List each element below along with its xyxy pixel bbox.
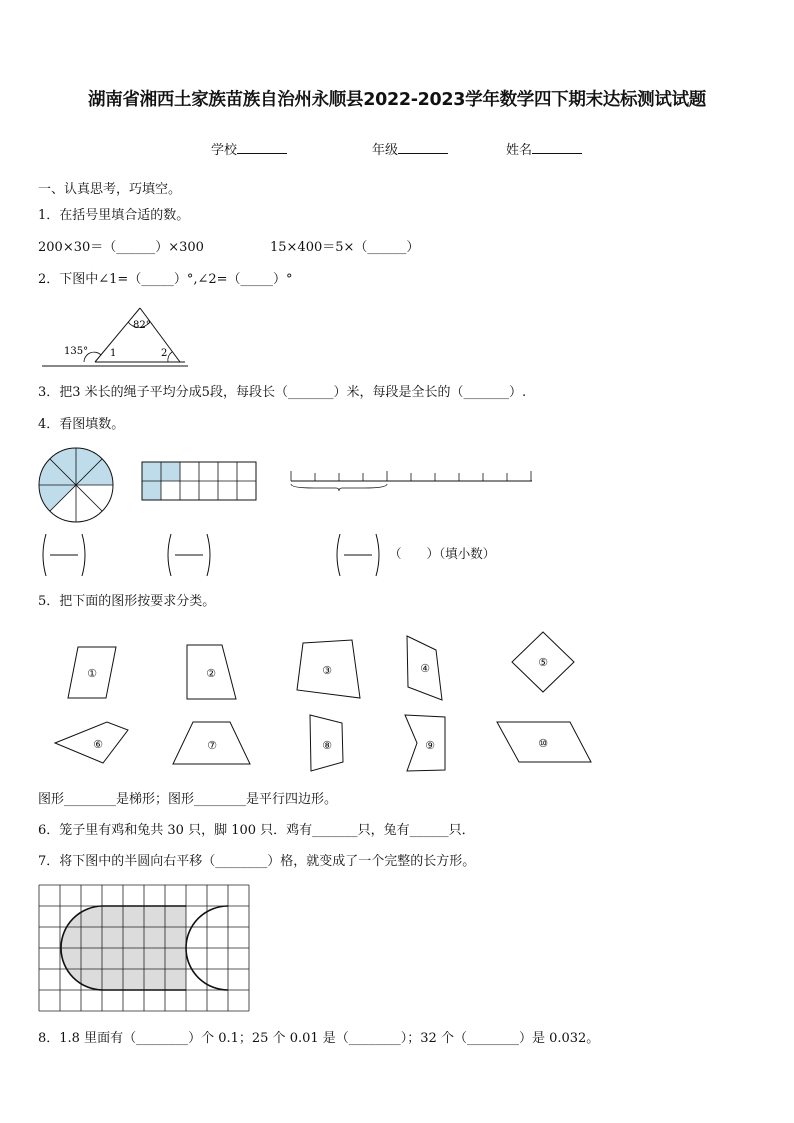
school-label: 学校 (211, 143, 238, 158)
angle-1-label: 1 (110, 348, 117, 359)
name-field[interactable] (506, 141, 582, 159)
q8-text[interactable]: 8．1.8 里面有（________）个 0.1；25 个 0.01 是（________）；32 个（________）是 0.032。 (38, 1031, 600, 1046)
shape-9-label: ⑨ (425, 739, 435, 752)
shape-4-label: ④ (420, 662, 430, 675)
fraction-answer-2[interactable] (163, 532, 215, 578)
school-field[interactable] (211, 141, 287, 159)
decimal-answer[interactable]: （ ）（填小数） (389, 546, 496, 561)
shape-10-label: ⑩ (538, 737, 548, 750)
shape-5-label: ⑤ (538, 656, 548, 669)
fraction-grid (141, 461, 259, 503)
q6-text[interactable]: 6．笼子里有鸡和兔共 30 只，脚 100 只．鸡有_______只，兔有______只． (38, 823, 475, 838)
q1-left-blank[interactable]: 200×30＝（______）×300 (38, 240, 204, 255)
fraction-answer-3[interactable] (332, 532, 384, 578)
shape-2-label: ② (206, 667, 216, 680)
section-heading: 一、认真思考，巧填空。 (38, 182, 182, 197)
grade-field[interactable] (372, 141, 448, 159)
shape-6-label: ⑥ (93, 738, 103, 751)
q1-stem: 1．在括号里填合适的数。 (38, 208, 190, 223)
angle-135-label: 135° (64, 346, 89, 357)
angle-2-label: 2 (161, 348, 168, 359)
q1-right-blank[interactable]: 15×400＝5×（______） (270, 240, 420, 255)
shape-3-label: ③ (322, 664, 332, 677)
translation-grid (38, 884, 252, 1014)
q7-text[interactable]: 7．将下图中的半圆向右平移（________）格，就变成了一个完整的长方形。 (38, 854, 476, 869)
shape-6-kite (55, 722, 128, 763)
shape-8-label: ⑧ (322, 739, 332, 752)
fraction-answer-1[interactable] (38, 532, 90, 578)
q5-stem: 5．把下面的图形按要求分类。 (38, 594, 216, 609)
angle-82-label: 82° (133, 320, 151, 331)
triangle-diagram (40, 300, 200, 370)
q4-stem: 4．看图填数。 (38, 417, 125, 432)
shape-7-label: ⑦ (207, 739, 217, 752)
q2-stem: 2．下图中∠1=（_____）°,∠2=（_____）° (38, 272, 293, 287)
fraction-circle (36, 445, 116, 525)
page-title: 湖南省湘西土家族苗族自治州永顺县2022-2023学年数学四下期末达标测试试题 (88, 90, 706, 110)
grade-label: 年级 (372, 143, 399, 158)
q5-answer[interactable]: 图形________是梯形；图形________是平行四边形。 (38, 792, 338, 807)
shapes-panel (40, 625, 610, 780)
q3-text[interactable]: 3．把3 米长的绳子平均分成5段，每段长（_______）米，每段是全长的（_______）. (38, 385, 527, 400)
shape-1-label: ① (87, 667, 97, 680)
number-line (288, 468, 536, 492)
name-label: 姓名 (506, 143, 533, 158)
